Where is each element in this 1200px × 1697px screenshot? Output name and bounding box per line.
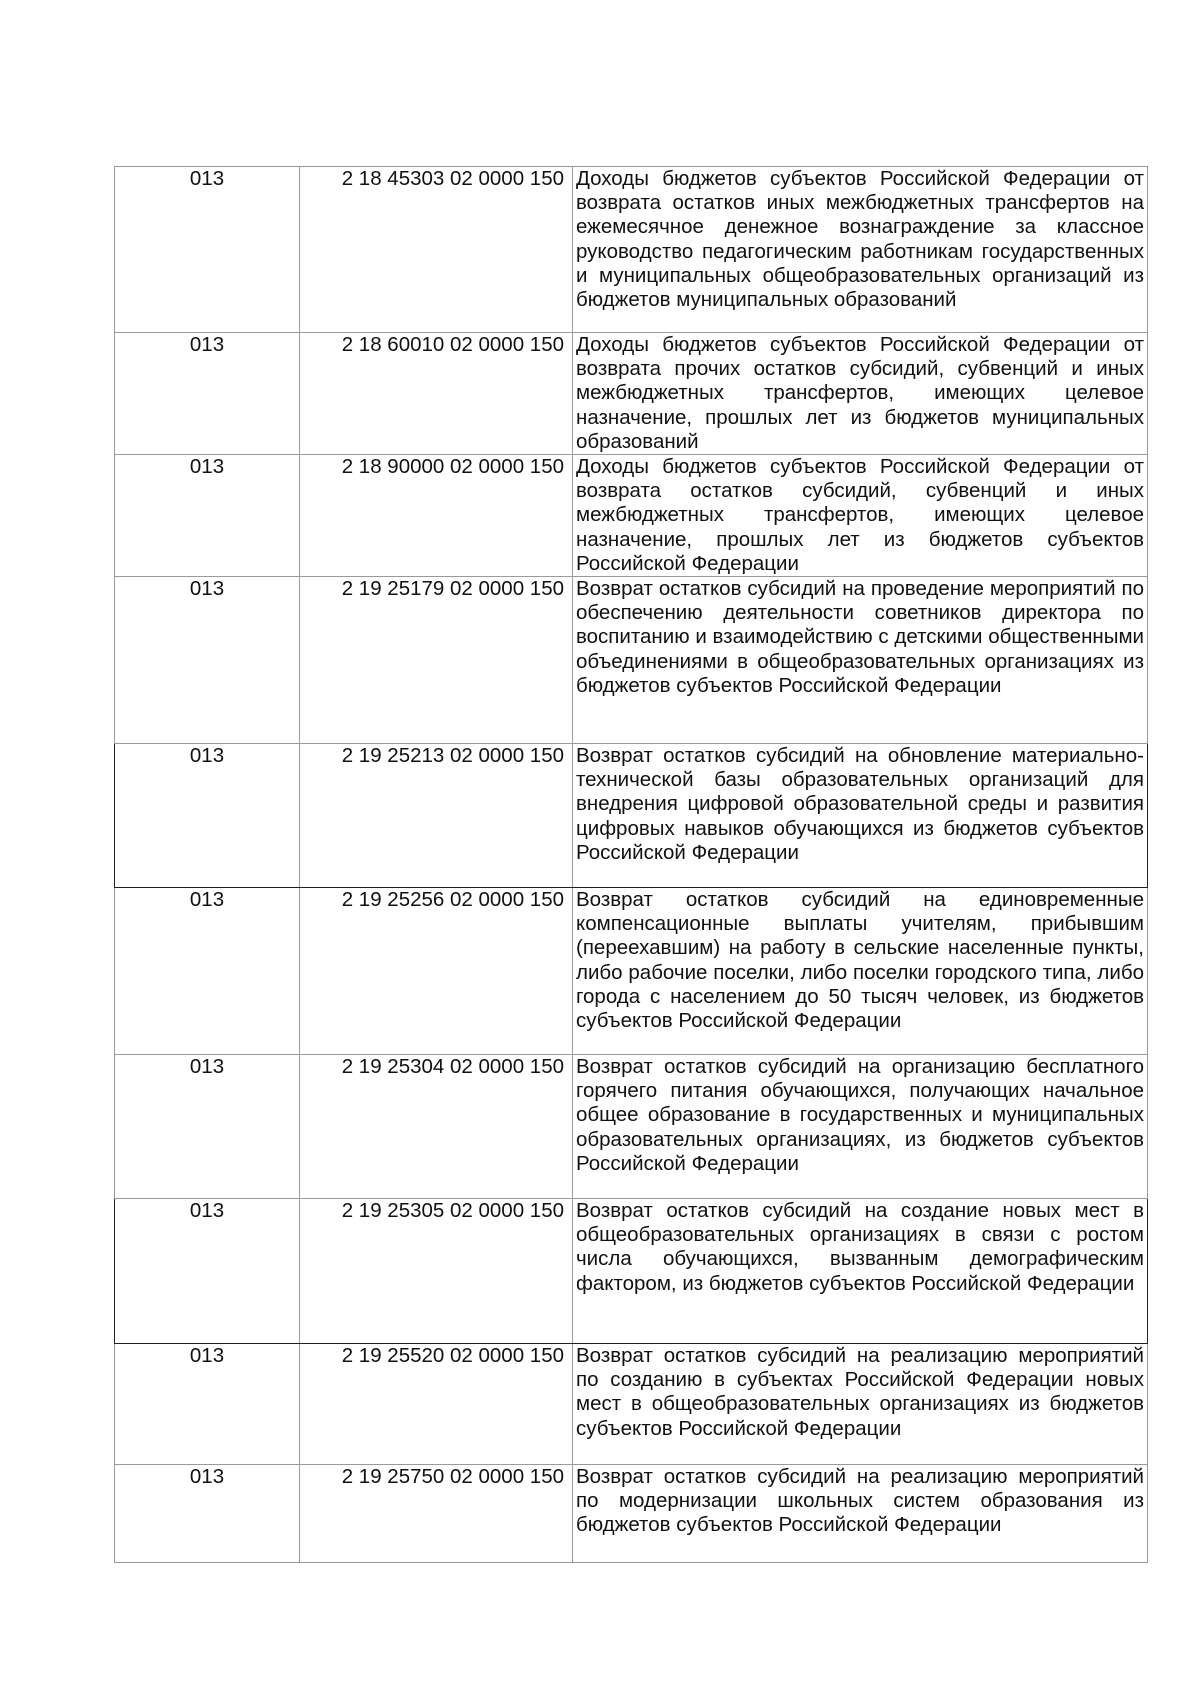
- admin-code-cell: 013: [115, 455, 300, 577]
- revenue-name-text: Возврат остатков субсидий на реализацию мероприятий по модернизации школьных систем образования из бюджетов субъектов Российской Федерации: [576, 1465, 1144, 1537]
- table-row: [115, 1055, 1148, 1199]
- table-row: [115, 1344, 1148, 1465]
- revenue-name-text: Возврат остатков субсидий на создание новых мест в общеобразовательных организациях в связи с ростом числа обучающихся, вызванным демографическим фактором, из бюджетов субъектов Российской Федерации: [576, 1199, 1144, 1295]
- revenue-name-cell: [573, 1055, 1148, 1199]
- admin-code-cell: 013: [115, 1199, 300, 1344]
- revenue-name-cell: [573, 167, 1148, 333]
- revenue-name-text: Возврат остатков субсидий на проведение мероприятий по обеспечению деятельности советников директора по воспитанию и взаимодействию с детскими общественными объединениями в общеобразовательных организациях из бюджетов субъектов Российской Федерации: [576, 577, 1144, 697]
- budget-code-cell: 2 19 25750 02 0000 150: [300, 1465, 573, 1563]
- revenue-name-cell: [573, 577, 1148, 744]
- admin-code-cell: 013: [115, 333, 300, 455]
- table-row: [115, 167, 1148, 333]
- table-row: [115, 1465, 1148, 1563]
- budget-code-cell: 2 19 25179 02 0000 150: [300, 577, 573, 744]
- budget-code-cell: 2 18 45303 02 0000 150: [300, 167, 573, 333]
- table-row: [115, 577, 1148, 744]
- admin-code-cell: 013: [115, 1344, 300, 1465]
- budget-code-cell: 2 19 25520 02 0000 150: [300, 1344, 573, 1465]
- revenue-name-cell: [573, 333, 1148, 455]
- revenue-name-text: Возврат остатков субсидий на организацию бесплатного горячего питания обучающихся, получающих начальное общее образование в государственных и муниципальных образовательных организациях, из бюджетов субъектов Российской Федерации: [576, 1055, 1144, 1175]
- budget-code-cell: 2 18 60010 02 0000 150: [300, 333, 573, 455]
- revenue-name-text: Доходы бюджетов субъектов Российской Федерации от возврата остатков субсидий, субвенций и иных межбюджетных трансфертов, имеющих целевое назначение, прошлых лет из бюджетов субъектов Российской Федерации: [576, 455, 1144, 575]
- admin-code-cell: 013: [115, 1465, 300, 1563]
- revenue-name-cell: [573, 1465, 1148, 1563]
- revenue-name-cell: [573, 455, 1148, 577]
- budget-code-cell: 2 18 90000 02 0000 150: [300, 455, 573, 577]
- admin-code-cell: 013: [115, 744, 300, 888]
- revenue-name-text: Возврат остатков субсидий на единовременные компенсационные выплаты учителям, прибывшим (переехавшим) на работу в сельские населенные пункты, либо рабочие поселки, либо поселки городского типа, либо города с населением до 50 тысяч человек, из бюджетов субъектов Российской Федерации: [576, 888, 1144, 1033]
- budget-code-cell: 2 19 25305 02 0000 150: [300, 1199, 573, 1344]
- budget-code-cell: 2 19 25304 02 0000 150: [300, 1055, 573, 1199]
- admin-code-cell: 013: [115, 167, 300, 333]
- table-row: [115, 333, 1148, 455]
- revenue-name-text: Возврат остатков субсидий на реализацию мероприятий по созданию в субъектах Российской Федерации новых мест в общеобразовательных организациях из бюджетов субъектов Российской Федерации: [576, 1344, 1144, 1440]
- revenue-codes-table: [114, 166, 1148, 1563]
- revenue-name-cell: [573, 1344, 1148, 1465]
- revenue-name-text: Доходы бюджетов субъектов Российской Федерации от возврата остатков иных межбюджетных трансфертов на ежемесячное денежное вознаграждение за классное руководство педагогическим работникам государственных и муниципальных общеобразовательных организаций из бюджетов муниципальных образований: [576, 167, 1144, 312]
- table-row: [115, 455, 1148, 577]
- table-row: [115, 744, 1148, 888]
- table-row: [115, 888, 1148, 1055]
- revenue-name-text: Доходы бюджетов субъектов Российской Федерации от возврата прочих остатков субсидий, субвенций и иных межбюджетных трансфертов, имеющих целевое назначение, прошлых лет из бюджетов муниципальных образований: [576, 333, 1144, 453]
- revenue-name-cell: [573, 1199, 1148, 1344]
- budget-code-cell: 2 19 25213 02 0000 150: [300, 744, 573, 888]
- admin-code-cell: 013: [115, 1055, 300, 1199]
- revenue-name-text: Возврат остатков субсидий на обновление материально-технической базы образовательных организаций для внедрения цифровой образовательной среды и развития цифровых навыков обучающихся из бюджетов субъектов Российской Федерации: [576, 744, 1144, 864]
- table-row: [115, 1199, 1148, 1344]
- revenue-name-cell: [573, 888, 1148, 1055]
- admin-code-cell: 013: [115, 577, 300, 744]
- admin-code-cell: 013: [115, 888, 300, 1055]
- budget-code-cell: 2 19 25256 02 0000 150: [300, 888, 573, 1055]
- revenue-name-cell: [573, 744, 1148, 888]
